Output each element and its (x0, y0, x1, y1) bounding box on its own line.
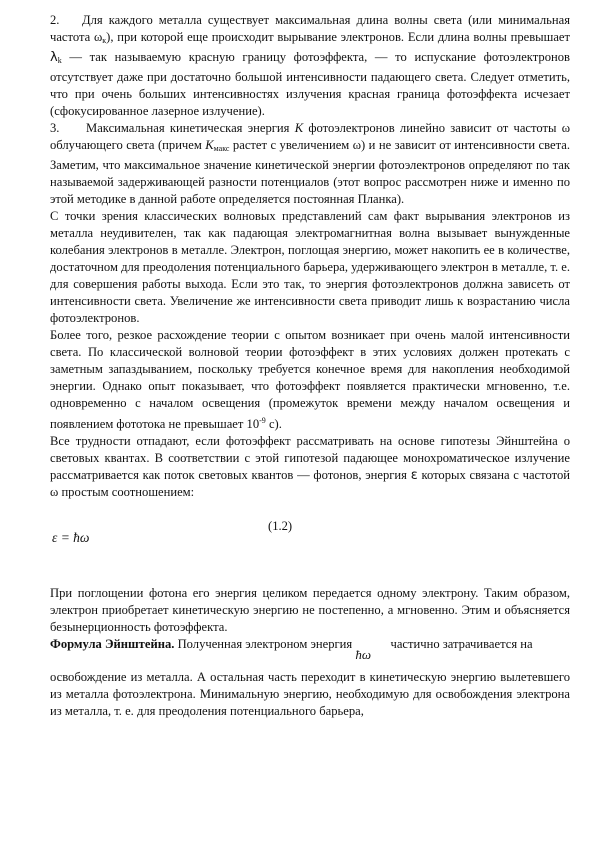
k-max-symbol: К (205, 138, 214, 152)
item-number-3: 3. (50, 121, 60, 135)
k-symbol: К (294, 121, 304, 135)
item-2-text-2: ), при которой еще происходит вырывание электронов. Если длина волны превышает (106, 30, 570, 44)
paragraph-classical: С точки зрения классических волновых представлений сам факт вырывания электронов из металла неудивителен, так как падающая электромагнитная волна вызывает вынужденные колебания электронов в металле. Электрон, поглощая энергию, может накопить ее в количестве, достаточном для преодоления потенциального барьера, удерживающего электрон в металле, т. е. для совершения работы выхода. Если это так, то энергия фотоэлектронов должна зависеть от интенсивности света. Увеличение же интенсивности света приводит лишь к возрастанию числа фотоэлектронов. (50, 209, 570, 325)
exponent-superscript: -9 (259, 416, 266, 425)
item-2-text-1: Для каждого металла существует максимальная длина волны света (или минимальная частота ω (50, 13, 570, 44)
epsilon-symbol: ε (410, 468, 418, 483)
lambda-subscript: k (57, 56, 62, 65)
paragraph-einstein (50, 433, 570, 501)
photon-energy-formula: ε = ħω (52, 530, 90, 545)
item-3-text-2: фотоэлектронов линейно зависит от частоты ω облучающего света (причем (50, 121, 570, 152)
paragraph-absorb: При поглощении фотона его энергия целиком передается одному электрону. Таким образом, электрон приобретает кинетическую энергию не постепенно, а мгновенно. Этим и объясняется безынерционность фотоэффекта. (50, 586, 570, 634)
paragraph-item-2 (50, 12, 570, 120)
spacer-2 (50, 653, 570, 669)
paragraph-item-3 (50, 120, 570, 208)
hw-inline-box (355, 636, 387, 662)
section-heading: Формула Эйнштейна. (50, 637, 175, 651)
formula-text-1: Полученная электроном энергия (174, 637, 356, 651)
einstein-text-1: Все трудности отпадают, если фотоэффект рассматривать на основе гипотезы Эйнштейна о световых квантах. В соответствии с этой гипотезой падающее монохроматическое излучение рассматривается как поток световых квантов — фотонов, энергия (50, 434, 570, 482)
hw-inline-symbol: ħω (355, 647, 372, 662)
einstein-text-2: которых связана с частотой ω простым соотношением: (50, 468, 570, 499)
equation-number: (1.2) (268, 519, 293, 533)
item-3-text-3: растет с увеличением ω) и не зависит от интенсивности света. Заметим, что максимальное значение кинетической энергии фотоэлектронов определяют по так называемой задерживающей разности потенциалов (этот вопрос рассмотрен ниже и именно по этой методике в данной работе определяется постоянная Планка). (50, 138, 570, 206)
item-2-text-3: — так называемую красную границу фотоэффекта, — то испускание фотоэлектронов отсутствует даже при достаточно большой интенсивности падающего света. Следует отметить, что при очень больших интенсивностях излучения красная граница фотоэффекта исчезает (сфокусированное лазерное излучение). (50, 50, 570, 118)
paragraph-more (50, 327, 570, 433)
formula-row (50, 519, 570, 557)
more-text-2: с). (265, 417, 282, 431)
item-3-text-1: Максимальная кинетическая энергия (86, 121, 295, 135)
lambda-symbol: λ (50, 50, 58, 65)
item-number-2: 2. (50, 13, 60, 27)
document-page (50, 12, 570, 720)
paragraph-einstein-formula (50, 636, 570, 662)
k-max-subscript: макс (213, 144, 230, 153)
paragraph-release: освобождение из металла. А остальная часть переходит в кинетическую энергию вылетевшего из металла фотоэлектрона. Минимальную энергию, необходимую для освобождения электрона из металла, т. е. для преодоления потенциального барьера, (50, 670, 570, 718)
omega-subscript: к (102, 36, 107, 45)
spacer (50, 557, 570, 585)
more-text-1: Более того, резкое расхождение теории с опытом возникает при очень малой интенсивности света. По классической волновой теории фотоэффект в этих условиях должен протекать с заметным запаздыванием, поскольку требуется конечное время для накопления необходимой энергии. Однако опыт показывает, что фотоэффект появляется практически мгновенно, т.е. одновременно с началом освещения (промежуток времени между началом освещения и появлением фототока не превышает 10 (50, 328, 570, 431)
formula-text-2: частично затрачивается на (387, 637, 533, 651)
